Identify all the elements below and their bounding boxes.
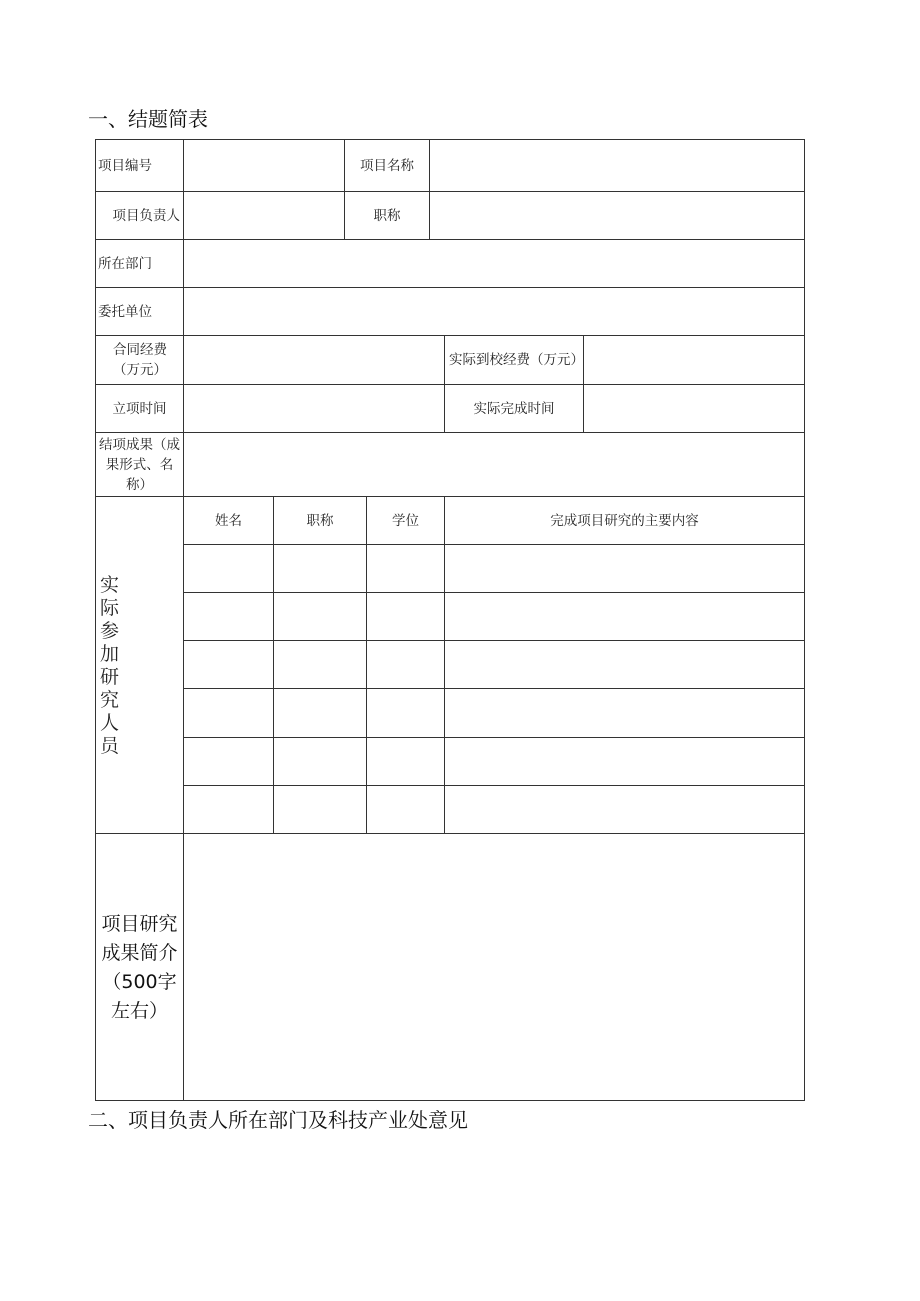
section-2-title: 二、项目负责人所在部门及科技产业处意见	[88, 1108, 468, 1132]
researcher-degree-cell[interactable]	[367, 641, 444, 688]
research-summary-label: 项目研究成果简介（500字左右）	[101, 913, 178, 1022]
contract-funds-label: 合同经费（万元）	[113, 342, 167, 378]
researcher-degree-cell[interactable]	[367, 689, 444, 736]
project-number-label: 项目编号	[98, 157, 152, 174]
col-header-main-content: 完成项目研究的主要内容	[550, 512, 699, 529]
project-leader-label: 项目负责人	[112, 207, 180, 224]
leader-title-field[interactable]	[430, 192, 804, 239]
col-header-degree: 学位	[392, 512, 419, 529]
researcher-name-cell[interactable]	[184, 689, 273, 736]
researcher-degree-cell[interactable]	[367, 786, 444, 833]
contract-funds-field[interactable]	[184, 336, 444, 384]
researcher-name-cell[interactable]	[184, 738, 273, 785]
project-name-label: 项目名称	[360, 157, 414, 174]
researcher-name-cell[interactable]	[184, 786, 273, 833]
researchers-label: 实际参加研究人员	[100, 573, 120, 757]
project-leader-field[interactable]	[184, 192, 344, 239]
section-1-title: 一、结题简表	[88, 107, 208, 131]
project-number-field[interactable]	[184, 140, 344, 191]
researcher-main-content-cell[interactable]	[445, 738, 804, 785]
researcher-title-cell[interactable]	[274, 738, 366, 785]
researcher-title-cell[interactable]	[274, 689, 366, 736]
research-summary-field[interactable]	[184, 834, 804, 1100]
col-header-name: 姓名	[215, 512, 242, 529]
start-time-label: 立项时间	[112, 400, 167, 417]
researcher-title-cell[interactable]	[274, 786, 366, 833]
researcher-main-content-cell[interactable]	[445, 786, 804, 833]
researcher-name-cell[interactable]	[184, 641, 273, 688]
project-name-field[interactable]	[430, 140, 804, 191]
leader-title-label: 职称	[373, 207, 401, 224]
department-field[interactable]	[184, 240, 804, 287]
researcher-name-cell[interactable]	[184, 545, 273, 592]
col-header-title: 职称	[306, 512, 334, 529]
completion-time-label: 实际完成时间	[473, 400, 555, 417]
researcher-title-cell[interactable]	[274, 593, 366, 640]
researcher-title-cell[interactable]	[274, 641, 366, 688]
researcher-title-cell[interactable]	[274, 545, 366, 592]
researcher-degree-cell[interactable]	[367, 545, 444, 592]
actual-funds-label: 实际到校经费（万元）	[449, 352, 584, 368]
researcher-name-cell[interactable]	[184, 593, 273, 640]
researcher-main-content-cell[interactable]	[445, 641, 804, 688]
researcher-main-content-cell[interactable]	[445, 689, 804, 736]
completion-time-field[interactable]	[584, 385, 804, 432]
researcher-main-content-cell[interactable]	[445, 545, 804, 592]
commissioning-unit-field[interactable]	[184, 288, 804, 335]
results-label: 结项成果（成果形式、名称）	[99, 436, 180, 493]
commissioning-unit-label: 委托单位	[98, 303, 152, 320]
researcher-main-content-cell[interactable]	[445, 593, 804, 640]
start-time-field[interactable]	[184, 385, 444, 432]
project-summary-form	[95, 139, 805, 1101]
department-label: 所在部门	[98, 255, 152, 272]
results-field[interactable]	[184, 433, 804, 496]
researcher-degree-cell[interactable]	[367, 738, 444, 785]
researcher-degree-cell[interactable]	[367, 593, 444, 640]
actual-funds-field[interactable]	[584, 336, 804, 384]
